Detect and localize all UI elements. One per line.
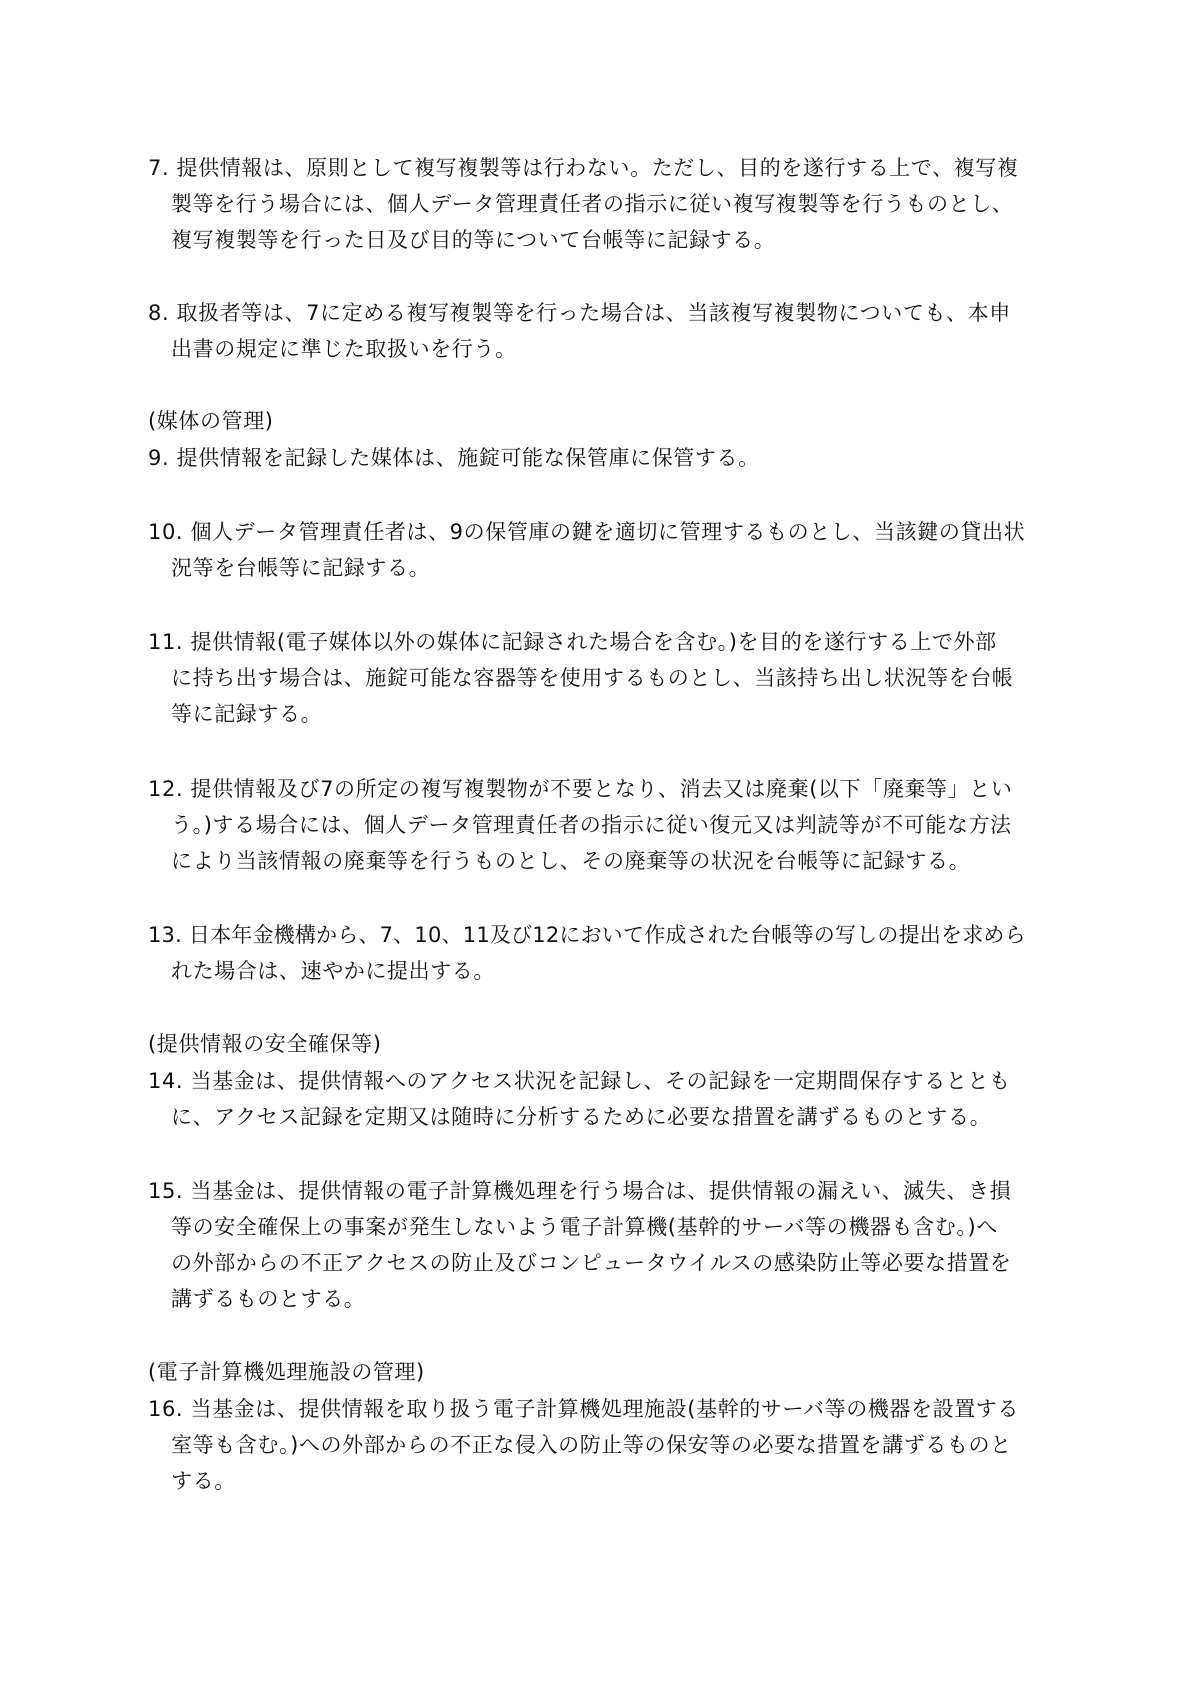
clause-10-line-1: 10. 個人データ管理責任者は、9の保管庫の鍵を適切に管理するものとし、当該鍵の貸出状 — [148, 520, 1026, 544]
clause-11-line-1: 11. 提供情報(電子媒体以外の媒体に記録された場合を含む。)を目的を遂行する上で外部 — [148, 630, 997, 654]
clause-12-line-3: により当該情報の廃棄等を行うものとし、その廃棄等の状況を台帳等に記録する。 — [171, 849, 971, 873]
section-heading-media: (媒体の管理) — [148, 409, 274, 433]
clause-12-line-2: う。)する場合には、個人データ管理責任者の指示に従い復元又は判読等が不可能な方法 — [171, 813, 1012, 837]
clause-14-line-2: に、アクセス記録を定期又は随時に分析するために必要な措置を講ずるものとする。 — [171, 1105, 992, 1129]
clause-13-line-1: 13. 日本年金機構から、7、10、11及び12において作成された台帳等の写しの提出を求めら — [148, 923, 1026, 947]
clause-15-line-1: 15. 当基金は、提供情報の電子計算機処理を行う場合は、提供情報の漏えい、滅失、き損 — [148, 1179, 1012, 1203]
clause-11-line-3: 等に記録する。 — [171, 702, 323, 726]
clause-7-line-3: 複写複製等を行った日及び目的等について台帳等に記録する。 — [171, 228, 776, 252]
clause-8-line-1: 8. 取扱者等は、7に定める複写複製等を行った場合は、当該複写複製物についても、本申 — [148, 301, 1011, 325]
clause-15-line-4: 講ずるものとする。 — [171, 1287, 366, 1311]
clause-13-line-2: れた場合は、速やかに提出する。 — [171, 959, 495, 983]
clause-16-line-1: 16. 当基金は、提供情報を取り扱う電子計算機処理施設(基幹的サーバ等の機器を設置する — [148, 1397, 1020, 1421]
clause-15-line-3: の外部からの不正アクセスの防止及びコンピュータウイルスの感染防止等必要な措置を — [171, 1251, 1012, 1275]
clause-8-line-2: 出書の規定に準じた取扱いを行う。 — [171, 337, 517, 361]
clause-12-line-1: 12. 提供情報及び7の所定の複写複製物が不要となり、消去又は廃棄(以下「廃棄等」とい — [148, 777, 1013, 801]
section-heading-security: (提供情報の安全確保等) — [148, 1032, 382, 1056]
clause-10-line-2: 況等を台帳等に記録する。 — [171, 556, 431, 580]
clause-11-line-2: に持ち出す場合は、施錠可能な容器等を使用するものとし、当該持ち出し状況等を台帳 — [171, 666, 1014, 690]
clause-7-line-2: 製等を行う場合には、個人データ管理責任者の指示に従い複写複製等を行うものとし、 — [171, 192, 1014, 216]
clause-7-line-1: 7. 提供情報は、原則として複写複製等は行わない。ただし、目的を遂行する上で、複写複 — [148, 156, 1019, 180]
clause-14-line-1: 14. 当基金は、提供情報へのアクセス状況を記録し、その記録を一定期間保存するととも — [148, 1069, 1011, 1093]
clause-9-line-1: 9. 提供情報を記録した媒体は、施錠可能な保管庫に保管する。 — [148, 446, 760, 470]
clause-16-line-3: する。 — [171, 1469, 236, 1493]
section-heading-facility: (電子計算機処理施設の管理) — [148, 1360, 425, 1384]
clause-15-line-2: 等の安全確保上の事案が発生しないよう電子計算機(基幹的サーバ等の機器も含む。)へ — [171, 1215, 998, 1239]
clause-16-line-2: 室等も含む。)への外部からの不正な侵入の防止等の保安等の必要な措置を講ずるものと — [171, 1433, 1012, 1457]
